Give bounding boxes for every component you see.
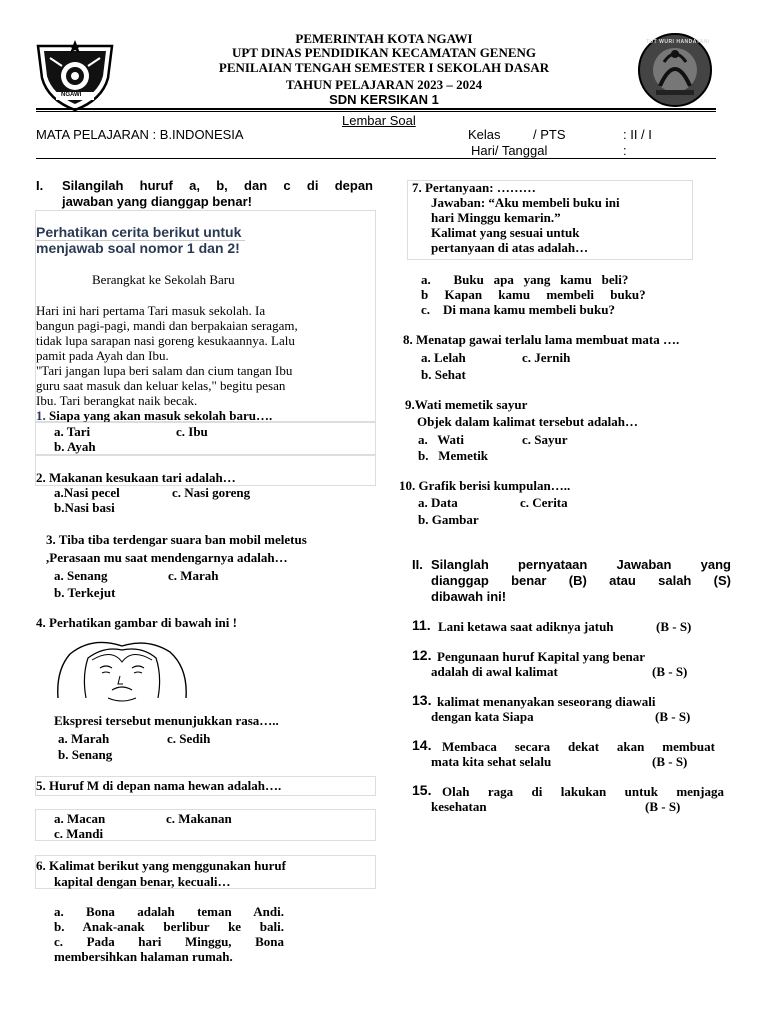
- option-a[interactable]: a. Senang: [54, 568, 108, 583]
- option-a[interactable]: a. Tari: [54, 424, 91, 439]
- hari-value: :: [623, 143, 627, 158]
- option-a[interactable]: a. Buku apa yang kamu beli?: [421, 272, 629, 287]
- option-c-line-2: membersihkan halaman rumah.: [54, 949, 233, 964]
- option-c[interactable]: c. Pada hari Minggu, Bona: [54, 934, 284, 949]
- question-7-line: Jawaban: “Aku membeli buku ini: [431, 195, 620, 210]
- question-12: Pengunaan huruf Kapital yang benar: [437, 649, 646, 664]
- question-13-number: 13.: [412, 692, 432, 708]
- option-c[interactable]: c. Jernih: [522, 350, 571, 365]
- question-7: 7. Pertanyaan: ………: [412, 180, 536, 195]
- option-b[interactable]: b. Gambar: [418, 512, 479, 527]
- option-a[interactable]: a.Nasi pecel: [54, 485, 120, 500]
- face-illustration: [52, 640, 192, 702]
- option-b[interactable]: b. Memetik: [418, 448, 489, 463]
- header-rule-thin: [36, 111, 716, 112]
- kelas-pts: / PTS: [533, 127, 566, 142]
- option-b[interactable]: b Kapan kamu membeli buku?: [421, 287, 646, 302]
- question-11-number: 11.: [412, 617, 431, 633]
- question-5: 5. Huruf M di depan nama hewan adalah….: [36, 778, 282, 793]
- question-4-line-2: Ekspresi tersebut menunjukkan rasa…..: [54, 713, 279, 728]
- logo-text: TUT WURI HANDAYANI: [646, 39, 710, 45]
- option-b[interactable]: b. Terkejut: [54, 585, 116, 600]
- kelas-label: Kelas: [468, 127, 501, 142]
- header-line-4: TAHUN PELAJARAN 2023 – 2024: [285, 77, 483, 92]
- option-a[interactable]: a. Wati: [418, 432, 464, 447]
- sheet-label: Lembar Soal: [342, 113, 416, 128]
- header-line-2: UPT DINAS PENDIDIKAN KECAMATAN GENENG: [231, 45, 537, 60]
- option-a[interactable]: a. Marah: [58, 731, 110, 746]
- option-c[interactable]: c. Cerita: [520, 495, 568, 510]
- question-8: 8. Menatap gawai terlalu lama membuat mata ….: [403, 332, 680, 347]
- option-b[interactable]: c. Mandi: [54, 826, 104, 841]
- story-line: bangun pagi-pagi, mandi dan berpakaian seragam,: [36, 318, 298, 333]
- question-1-text: Siapa yang akan masuk sekolah baru….: [49, 408, 273, 423]
- header-rule: [36, 108, 716, 110]
- true-false-choice[interactable]: (B - S): [645, 799, 681, 814]
- story-line: "Tari jangan lupa beri salam dan cium tangan Ibu: [36, 363, 293, 378]
- question-2: 2. Makanan kesukaan tari adalah…: [36, 470, 236, 485]
- story-line: Hari ini hari pertama Tari masuk sekolah. Ia: [36, 303, 266, 318]
- question-13: kalimat menanyakan seseorang diawali: [437, 694, 656, 709]
- question-15: Olah raga di lakukan untuk menjaga: [442, 784, 724, 799]
- question-1-number: 1.: [36, 408, 46, 423]
- story-line: guru saat masuk dan keluar kelas," begitu pesan: [36, 378, 286, 393]
- question-1: [36, 408, 272, 423]
- school-name: SDN KERSIKAN 1: [329, 92, 439, 107]
- option-c[interactable]: c. Di mana kamu membeli buku?: [421, 302, 615, 317]
- option-c[interactable]: c. Sedih: [167, 731, 211, 746]
- kelas-value: : II / I: [623, 127, 652, 142]
- true-false-choice[interactable]: (B - S): [652, 664, 688, 679]
- logo-text: NGAWI: [61, 92, 82, 98]
- question-9: 9.Wati memetik sayur: [405, 397, 528, 412]
- story-line: pamit pada Ayah dan Ibu.: [36, 348, 169, 363]
- question-14-line-2: mata kita sehat selalu: [431, 754, 552, 769]
- section-1-instruction: Silangilah huruf a, b, dan c di depan: [62, 178, 373, 193]
- story-intro: Perhatikan cerita berikut untuk: [36, 224, 245, 241]
- true-false-choice[interactable]: (B - S): [656, 619, 692, 634]
- question-11: Lani ketawa saat adiknya jatuh: [438, 619, 614, 634]
- question-15-number: 15.: [412, 782, 432, 798]
- true-false-choice[interactable]: (B - S): [655, 709, 691, 724]
- question-3: 3. Tiba tiba terdengar suara ban mobil meletus: [46, 532, 307, 547]
- question-6: 6. Kalimat berikut yang menggunakan huruf: [36, 858, 286, 873]
- story-line: tidak lupa sarapan nasi goreng kesukaannya. Lalu: [36, 333, 295, 348]
- story-intro-2: menjawab soal nomor 1 dan 2!: [36, 240, 240, 256]
- question-7-line: Kalimat yang sesuai untuk: [431, 225, 580, 240]
- option-b[interactable]: b. Anak-anak berlibur ke bali.: [54, 919, 284, 934]
- option-b[interactable]: b. Ayah: [54, 439, 96, 454]
- section-1-number: I.: [36, 178, 44, 193]
- question-4: 4. Perhatikan gambar di bawah ini !: [36, 615, 237, 630]
- option-a[interactable]: a. Bona adalah teman Andi.: [54, 904, 284, 919]
- section-2-number: II.: [412, 557, 423, 572]
- option-a[interactable]: a. Data: [418, 495, 458, 510]
- header-line-1: PEMERINTAH KOTA NGAWI: [295, 31, 473, 46]
- question-10: 10. Grafik berisi kumpulan…..: [399, 478, 571, 493]
- question-14-number: 14.: [412, 737, 432, 753]
- option-c[interactable]: c. Ibu: [176, 424, 208, 439]
- option-c[interactable]: c. Nasi goreng: [172, 485, 251, 500]
- true-false-choice[interactable]: (B - S): [652, 754, 688, 769]
- question-15-line-2: kesehatan: [431, 799, 487, 814]
- option-b[interactable]: b. Senang: [58, 747, 113, 762]
- option-b[interactable]: b. Sehat: [421, 367, 466, 382]
- option-a[interactable]: a. Macan: [54, 811, 106, 826]
- subject: MATA PELAJARAN : B.INDONESIA: [36, 127, 244, 142]
- question-7-line: hari Minggu kemarin.”: [431, 210, 561, 225]
- section-2-instruction-3: dibawah ini!: [431, 589, 507, 604]
- section-1-instruction-2: jawaban yang dianggap benar!: [62, 194, 252, 209]
- option-b[interactable]: b.Nasi basi: [54, 500, 115, 515]
- question-13-line-2: dengan kata Siapa: [431, 709, 534, 724]
- question-12-line-2: adalah di awal kalimat: [431, 664, 558, 679]
- question-9-line-2: Objek dalam kalimat tersebut adalah…: [417, 414, 639, 429]
- question-12-number: 12.: [412, 647, 432, 663]
- story-title: Berangkat ke Sekolah Baru: [92, 272, 235, 287]
- section-2-instruction-2: dianggap benar (B) atau salah (S): [431, 573, 731, 588]
- story-line: Ibu. Tari berangkat naik becak.: [36, 393, 198, 408]
- subject-rule: [36, 158, 716, 159]
- section-2-instruction: Silanglah pernyataan Jawaban yang: [431, 557, 731, 572]
- question-7-line: pertanyaan di atas adalah…: [431, 240, 589, 255]
- hari-label: Hari/ Tanggal: [471, 143, 548, 158]
- option-c[interactable]: c. Makanan: [166, 811, 232, 826]
- question-14: Membaca secara dekat akan membuat: [442, 739, 715, 754]
- question-3-line-2: ,Perasaan mu saat mendengarnya adalah…: [46, 550, 288, 565]
- option-c[interactable]: c. Sayur: [522, 432, 568, 447]
- header-line-3: PENILAIAN TENGAH SEMESTER I SEKOLAH DASAR: [218, 60, 550, 75]
- option-a[interactable]: a. Lelah: [421, 350, 466, 365]
- option-c[interactable]: c. Marah: [168, 568, 219, 583]
- question-6-line-2: kapital dengan benar, kecuali…: [54, 874, 231, 889]
